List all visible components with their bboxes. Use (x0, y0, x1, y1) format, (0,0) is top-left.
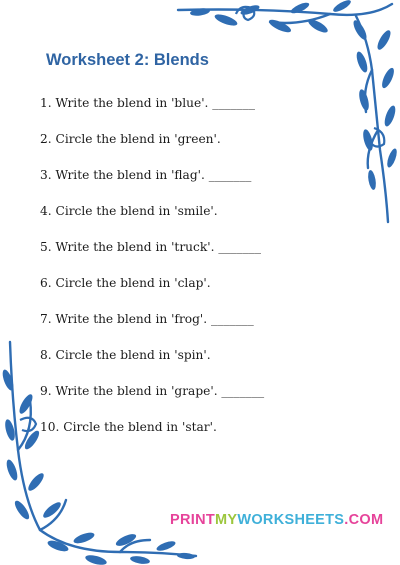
question-item: 8. Circle the blend in 'spin'. (40, 348, 211, 362)
question-item: 1. Write the blend in 'blue'. _______ (40, 96, 255, 110)
site-logo (170, 512, 383, 528)
question-item: 5. Write the blend in 'truck'. _______ (40, 240, 261, 254)
logo-part-print: PRINT (170, 512, 215, 528)
question-list (40, 94, 264, 454)
question-item: 6. Circle the blend in 'clap'. (40, 276, 211, 290)
question-item: 9. Write the blend in 'grape'. _______ (40, 384, 265, 398)
logo-part-com: .COM (344, 512, 384, 528)
question-item: 7. Write the blend in 'frog'. _______ (40, 312, 254, 326)
worksheet-title: Worksheet 2: Blends (46, 51, 209, 69)
logo-part-my: MY (215, 512, 238, 528)
question-item: 2. Circle the blend in 'green'. (40, 132, 221, 146)
question-item: 4. Circle the blend in 'smile'. (40, 204, 218, 218)
question-item: 3. Write the blend in 'flag'. _______ (40, 168, 252, 182)
logo-part-worksheets: WORKSHEETS (237, 512, 345, 528)
question-item: 10. Circle the blend in 'star'. (40, 420, 217, 434)
